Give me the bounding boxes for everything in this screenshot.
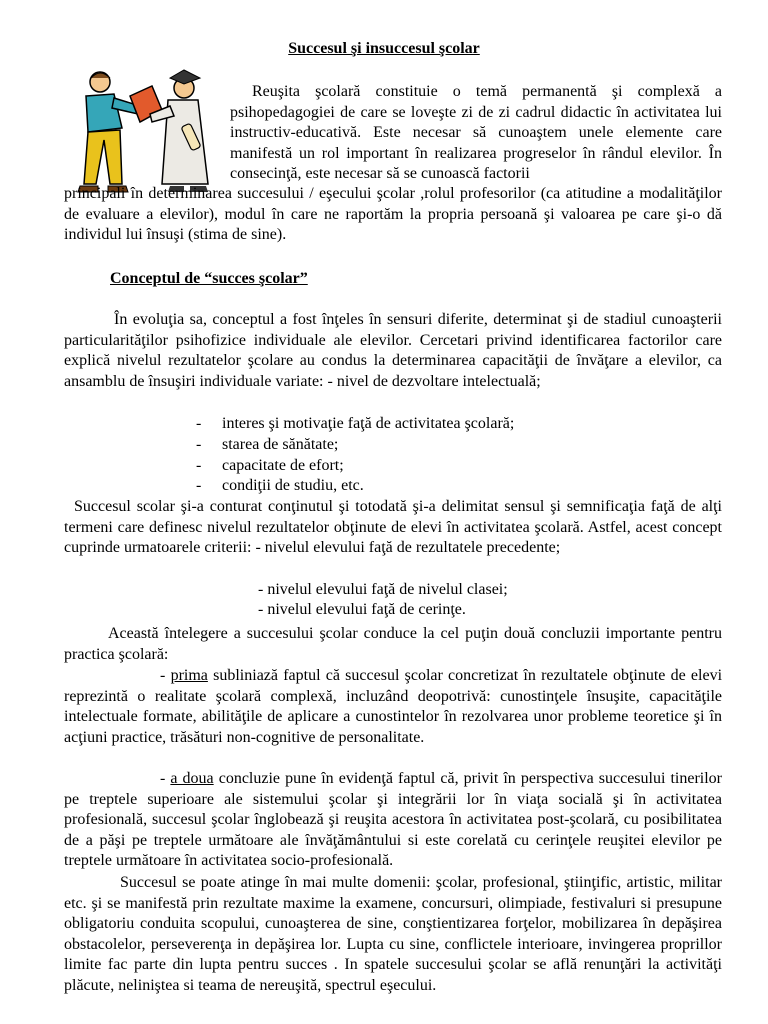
section-heading: Conceptul de “succes şcolar” xyxy=(110,270,308,287)
intro-paragraph: Reuşita şcolară constituie o temă permanentă şi complexă a psihopedagogiei de care se loveşte zi de zi cadrul didactic în activitatea lui instructiv-educativă. Este necesar să cunoaştem unele elemente care manifestă un rol important în realizarea progreselor în rândul elevilor. În consecinţă, este necesar să se cunoască factorii xyxy=(230,83,722,182)
criterion-item: - nivelul elevului faţă de nivelul clasei; xyxy=(258,581,508,598)
factor-list xyxy=(196,414,514,497)
conclusion-label: prima xyxy=(170,667,208,684)
first-conclusion: - prima subliniază faptul că succesul şcolar concretizat în rezultatele obţinute de elevi reprezintă o realitate şcolară complexă, incluzând deopotrivă: cunostinţele însuşite, capacităţile intelectuale formate, abilităţile de aplicare a cunostintelor în rezolvarea unor probleme teoretice şi în acţiuni practice, trăsături non-cognitive de personalitate. xyxy=(64,667,723,746)
intro-paragraph-continued: principali în determinarea succesului / eşecului şcolar ,rolul profesorilor (ca atitudine a modalităţilor de evaluare a elevilor), modul în care ne raportăm la propria persoană şi valoarea pe care şi-o dă individul lui însuşi (stima de sine). xyxy=(64,185,722,243)
domains-paragraph: Succesul se poate atinge în mai multe domenii: şcolar, profesional, ştiinţific, artistic, militar etc. şi se manifestă prin rezultate maxime la examene, concursuri, olimpiade, festivaluri si presupune obligatoriu conduita scopului, cunoaşterea de sine, conştientizarea forţelor, mobilizarea în depăşirea obstacolelor, perseverenţa in depăşirea lor. Lupta cu sine, conflictele interioare, invingerea proprillor limite fac parte din lupta pentru succes . In spatele succesului şcolar se află renunţări la activităţi plăcute, nelinişteа si teama de nereuşită, spectrul eşecului. xyxy=(64,874,722,994)
second-conclusion: - a doua concluzie pune în evidenţă faptul că, privit în perspectiva succesului tinerilor pe treptele superioare ale sistemului şcolar şi integrării lor în viaţa socială şi în activitatea profesională, succesul şcolar înglobează şi reuşita acestora în activitatea post-şcolară, cu posibilitatea de a păşi pe treptele următoare ale învăţământului si este corelată cu cerinţele reuşitei elevilor pe treptele următoare în activitatea socio-profesională. xyxy=(64,770,723,869)
conclusions-paragraph: Această întelegere a succesului şcolar conduce la cel puţin două concluzii importante pentru practica şcolară: xyxy=(64,625,722,663)
list-item: - starea de sănătate; xyxy=(196,435,339,453)
list-item: - condiţii de studiu, etc. xyxy=(196,477,364,495)
success-paragraph: Succesul scolar şi-a conturat conţinutul şi totodată şi-a delimitat sensul şi semnificaţia faţă de alţi termeni care definesc nivelul rezultatelor obţinute de elevi în activitatea şcolară. Astfel, acest concept cuprinde urmatoarele criterii: - nivelul elevului faţă de rezultatele precedente; xyxy=(64,498,722,556)
criterion-item: - nivelul elevului faţă de cerinţe. xyxy=(258,601,466,618)
list-item: - interes şi motivaţie faţă de activitatea şcolară; xyxy=(196,415,515,432)
list-item: - capacitate de efort; xyxy=(196,456,344,474)
graduation-clipart-icon xyxy=(66,66,226,196)
concept-paragraph: În evoluţia sa, conceptul a fost înţeles în sensuri diferite, determinat şi de stadiul cunoaşterii particularităţilor psihofizice individuale ale elevilor. Cercetari privind identificarea factorilor care explică nivelul rezultatelor şcolare au condus la determinarea capacităţii de învăţare a elevilor, ca ansamblu de însuşiri individuale variate: - nivel de dezvoltare intelectuală; xyxy=(64,311,722,390)
conclusion-label: a doua xyxy=(170,770,214,787)
page-title: Succesul şi insuccesul şcolar xyxy=(288,40,480,57)
